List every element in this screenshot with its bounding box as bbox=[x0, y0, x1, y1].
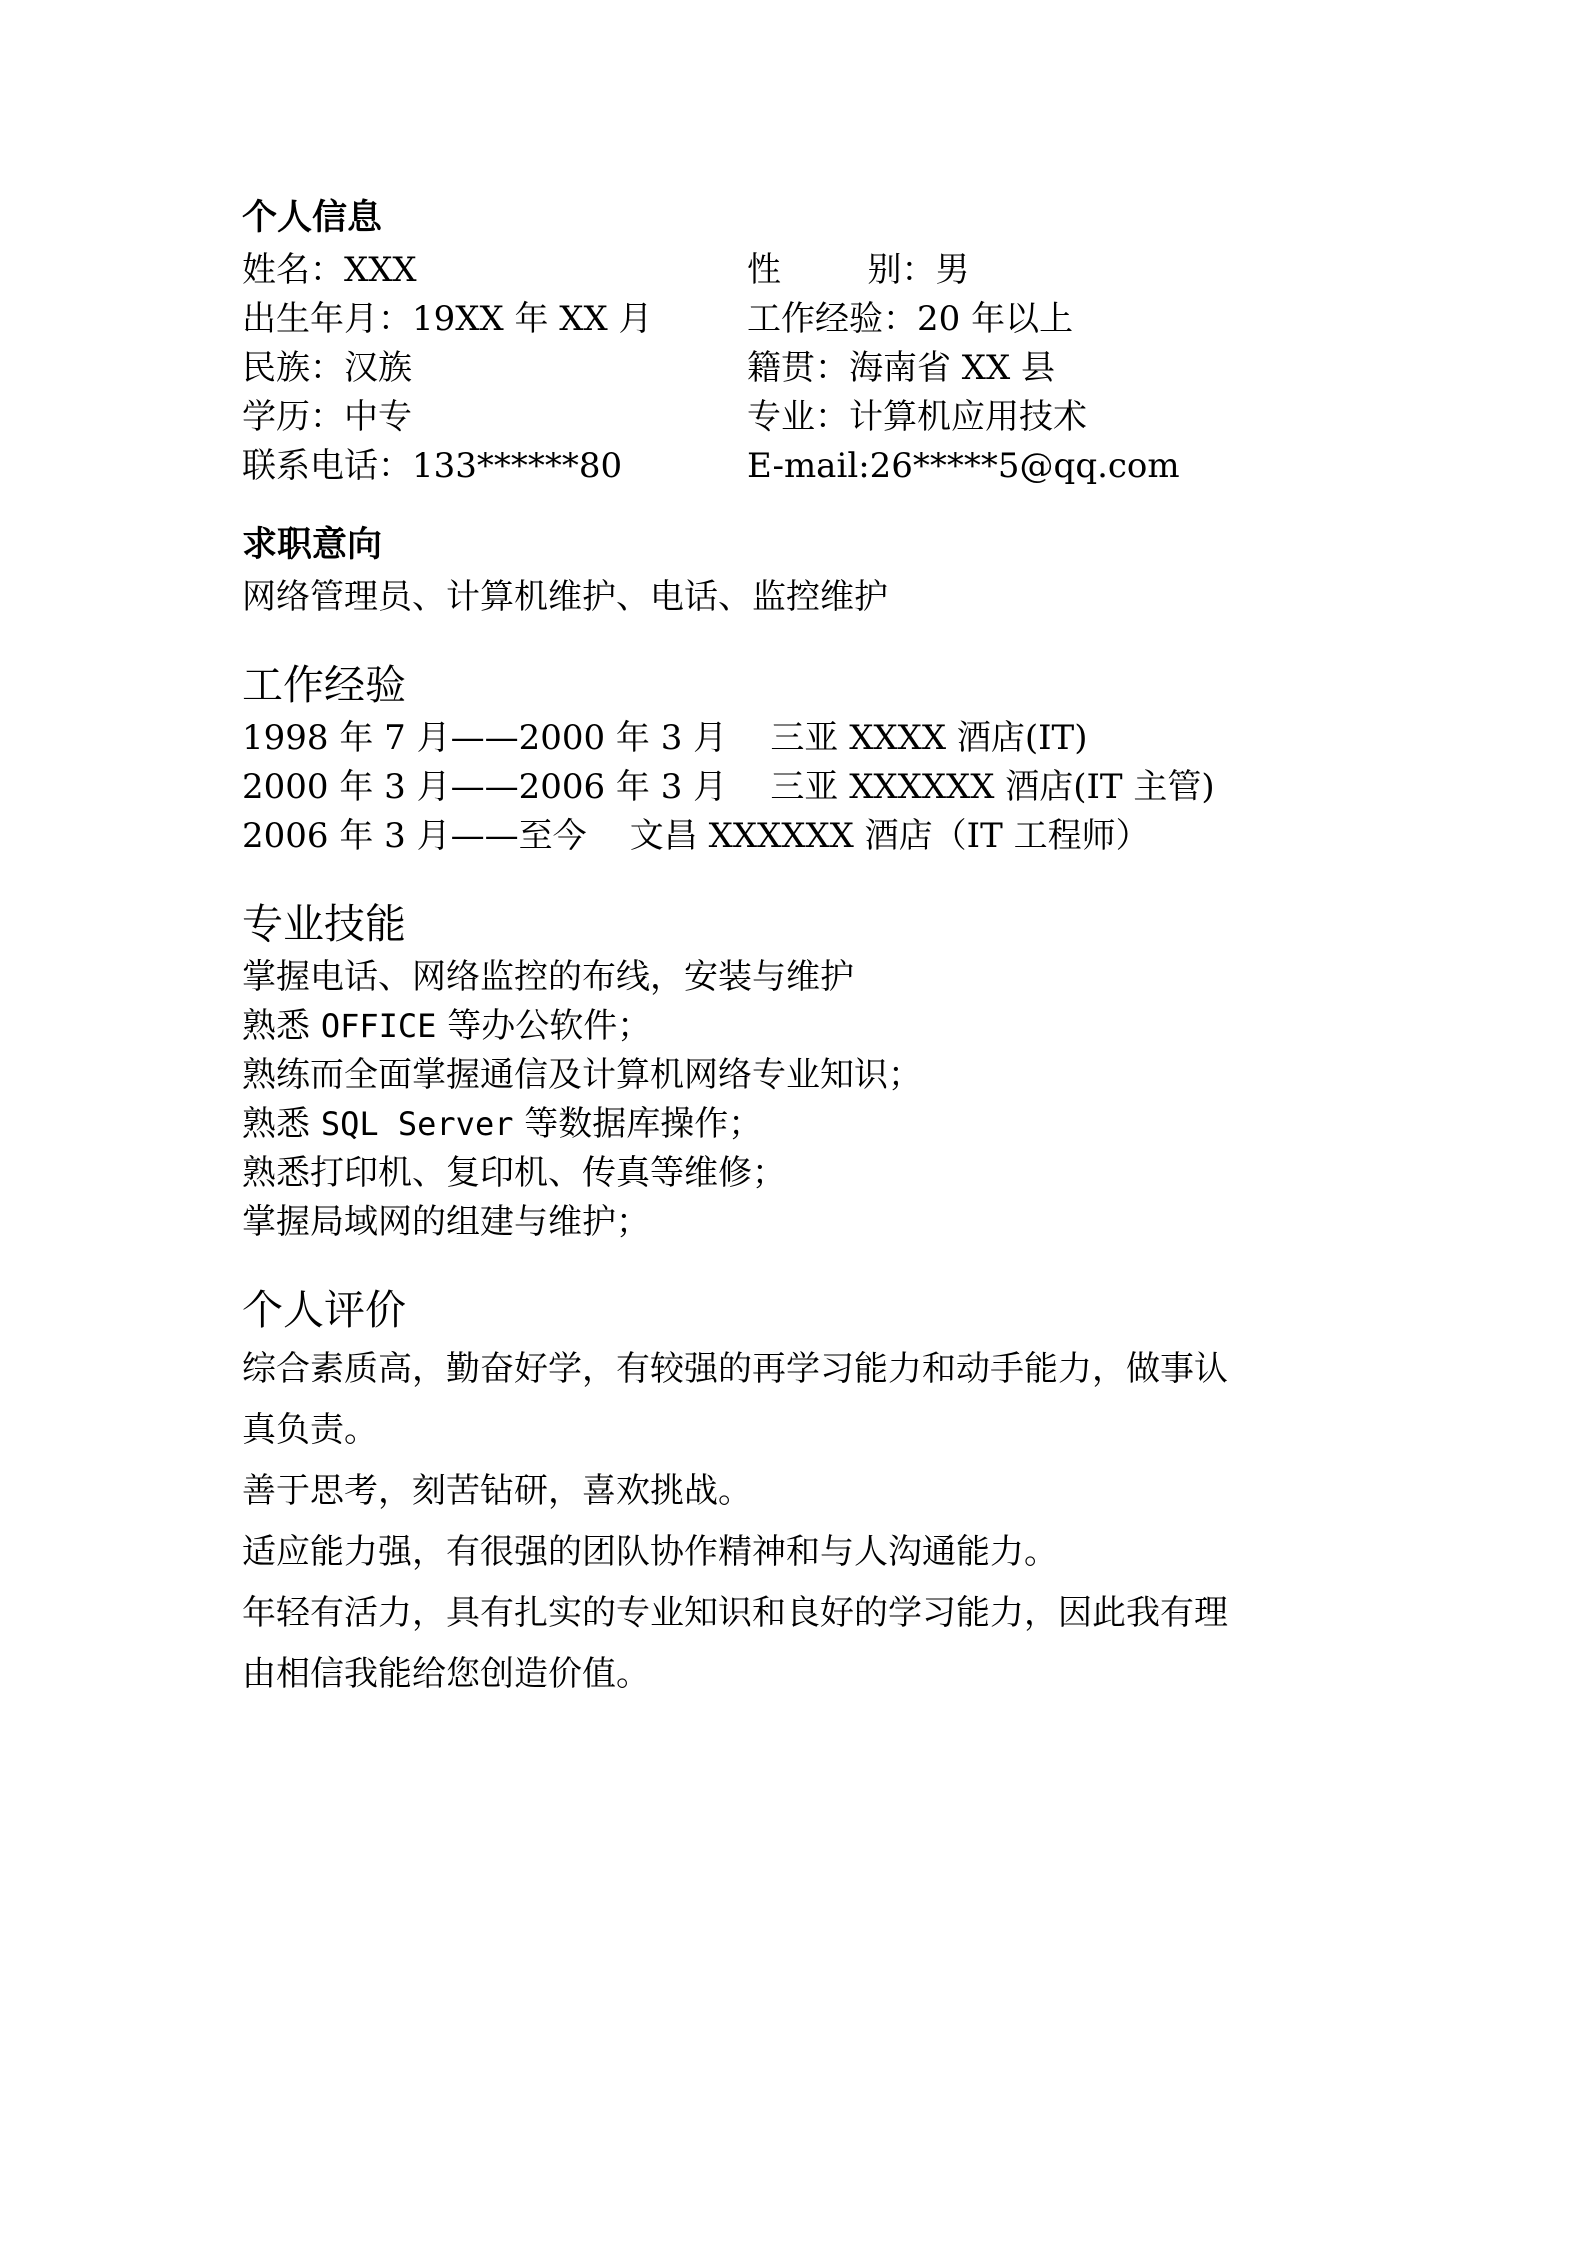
evaluation-line: 由相信我能给您创造价值。 bbox=[242, 1654, 650, 1694]
ethnicity-field: 民族：汉族 bbox=[242, 348, 412, 388]
education-field: 学历：中专 bbox=[242, 397, 412, 437]
work-experience-heading: 工作经验 bbox=[242, 661, 406, 709]
phone-field: 联系电话：133******80 bbox=[242, 446, 623, 486]
evaluation-line: 综合素质高，勤奋好学，有较强的再学习能力和动手能力，做事认 bbox=[242, 1349, 1228, 1389]
hometown-field: 籍贯：海南省 XX 县 bbox=[747, 348, 1056, 388]
name-field: 姓名：XXX bbox=[242, 250, 417, 290]
major-field: 专业：计算机应用技术 bbox=[747, 397, 1087, 437]
skill-item: 熟练而全面掌握通信及计算机网络专业知识； bbox=[242, 1055, 922, 1095]
personal-info-table bbox=[242, 246, 1372, 491]
experience-item: 1998 年 7 月——2000 年 3 月 三亚 XXXX 酒店(IT) bbox=[242, 718, 1088, 758]
self-evaluation-heading: 个人评价 bbox=[242, 1286, 406, 1334]
evaluation-line: 年轻有活力，具有扎实的专业知识和良好的学习能力，因此我有理 bbox=[242, 1593, 1228, 1633]
evaluation-line: 真负责。 bbox=[242, 1410, 378, 1450]
info-row bbox=[242, 393, 1372, 442]
personal-info-heading: 个人信息 bbox=[242, 197, 383, 238]
experience-item: 2000 年 3 月——2006 年 3 月 三亚 XXXXXX 酒店(IT 主管) bbox=[242, 767, 1215, 807]
skills-heading: 专业技能 bbox=[242, 900, 406, 948]
evaluation-line: 善于思考，刻苦钻研，喜欢挑战。 bbox=[242, 1471, 752, 1511]
skill-item: 熟悉 SQL Server 等数据库操作； bbox=[242, 1104, 763, 1144]
birth-field: 出生年月：19XX 年 XX 月 bbox=[242, 299, 653, 339]
experience-item: 2006 年 3 月——至今 文昌 XXXXXX 酒店（IT 工程师） bbox=[242, 816, 1150, 856]
skill-item: 掌握电话、网络监控的布线，安装与维护 bbox=[242, 957, 854, 997]
info-row bbox=[242, 246, 1372, 295]
email-field: E-mail:26*****5@qq.com bbox=[747, 446, 1180, 486]
evaluation-line: 适应能力强，有很强的团队协作精神和与人沟通能力。 bbox=[242, 1532, 1058, 1572]
skill-item: 熟悉 OFFICE 等办公软件； bbox=[242, 1006, 652, 1046]
resume-page bbox=[242, 190, 1372, 1705]
job-intent-text: 网络管理员、计算机维护、电话、监控维护 bbox=[242, 577, 888, 617]
info-row bbox=[242, 442, 1372, 491]
info-row bbox=[242, 344, 1372, 393]
gender-field: 性 别：男 bbox=[747, 250, 970, 290]
job-intent-heading: 求职意向 bbox=[242, 524, 383, 565]
experience-years-field: 工作经验：20 年以上 bbox=[747, 299, 1074, 339]
skill-item: 掌握局域网的组建与维护； bbox=[242, 1202, 650, 1242]
skill-item: 熟悉打印机、复印机、传真等维修； bbox=[242, 1153, 786, 1193]
info-row bbox=[242, 295, 1372, 344]
